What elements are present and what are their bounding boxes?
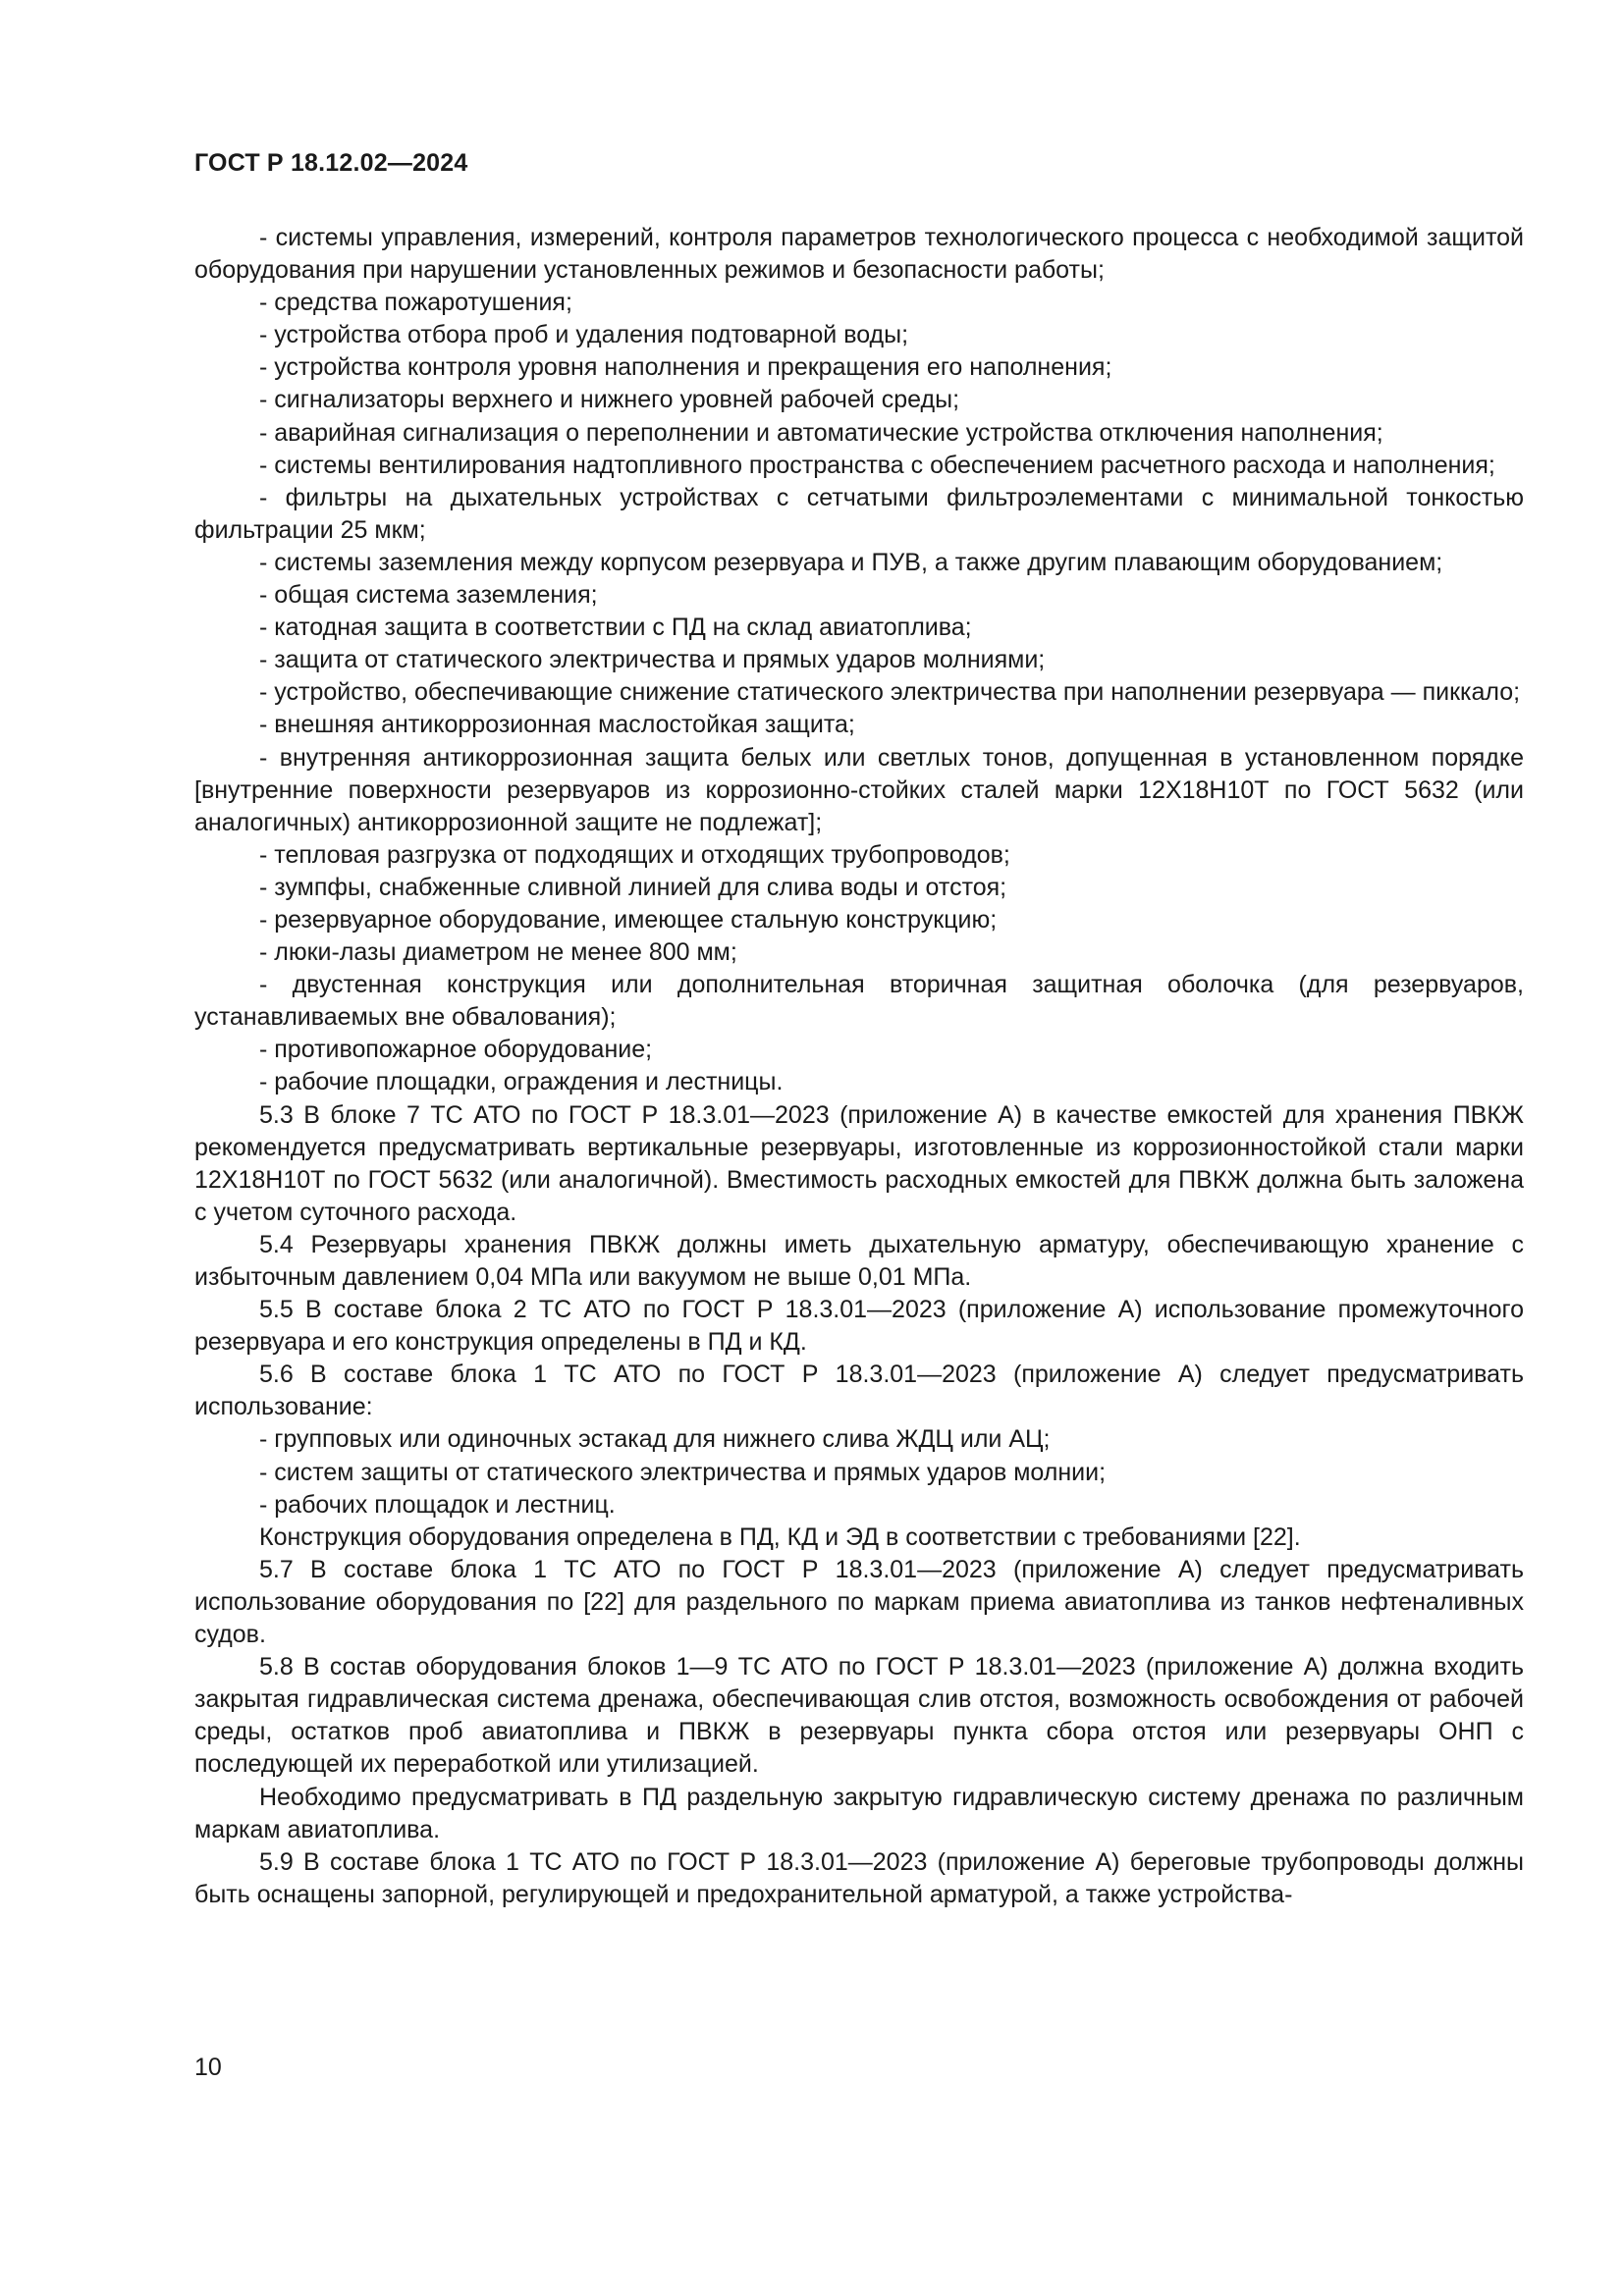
paragraph: - тепловая разгрузка от подходящих и отходящих трубопроводов;	[259, 840, 1010, 869]
paragraph: - резервуарное оборудование, имеющее стальную конструкцию;	[259, 905, 998, 934]
paragraph: - средства пожаротушения;	[259, 289, 572, 317]
paragraph: - двустенная конструкция или дополнительная вторичная защитная оболочка (для резервуаров, устанавливаемых вне обвалования);	[194, 971, 1524, 1032]
paragraph: 5.6 В составе блока 1 ТС АТО по ГОСТ Р 18.3.01—2023 (приложение А) следует предусматривать использование:	[194, 1361, 1524, 1421]
paragraph: - системы вентилирования надтопливного пространства с обеспечением расчетного расхода и наполнения;	[259, 451, 1495, 479]
paragraph: - рабочих площадок и лестниц.	[259, 1490, 616, 1519]
paragraph: - фильтры на дыхательных устройствах с сетчатыми фильтроэлементами с минимальной тонкостью фильтрации 25 мкм;	[194, 483, 1524, 544]
paragraph: 5.9 В составе блока 1 ТС АТО по ГОСТ Р 18.3.01—2023 (приложение А) береговые трубопроводы должны быть оснащены запорной, регулирующей и предохранительной арматурой, а также устройства-	[194, 1847, 1524, 1908]
paragraph: - общая система заземления;	[259, 581, 598, 610]
paragraph: - системы заземления между корпусом резервуара и ПУВ, а также другим плавающим оборудованием;	[259, 548, 1443, 576]
paragraph: 5.3 В блоке 7 ТС АТО по ГОСТ Р 18.3.01—2023 (приложение А) в качестве емкостей для хранения ПВКЖ рекомендуется предусматривать вертикальные резервуары, изготовленные из коррозионностойкой стали марки 12Х18Н10Т по ГОСТ 5632 (или аналогичной). Вместимость расходных емкостей для ПВКЖ должна быть заложена с учетом суточного расхода.	[194, 1100, 1524, 1226]
page-number: 10	[194, 2054, 222, 2081]
paragraph: - защита от статического электричества и прямых ударов молниями;	[259, 646, 1046, 674]
paragraph: 5.5 В составе блока 2 ТС АТО по ГОСТ Р 18.3.01—2023 (приложение А) использование промежуточного резервуара и его конструкция определены в ПД и КД.	[194, 1296, 1524, 1357]
paragraph: - аварийная сигнализация о переполнении и автоматические устройства отключения наполнения;	[259, 418, 1383, 447]
paragraph: - устройства контроля уровня наполнения и прекращения его наполнения;	[259, 353, 1112, 382]
paragraph: - внутренняя антикоррозионная защита белых или светлых тонов, допущенная в установленном порядке [внутренние поверхности резервуаров из коррозионно-стойких сталей марки 12Х18Н10Т по ГОСТ 5632 (или аналогичных) антикоррозионной защите не подлежат];	[194, 743, 1524, 836]
paragraph: - рабочие площадки, ограждения и лестницы.	[259, 1068, 784, 1096]
paragraph: - систем защиты от статического электричества и прямых ударов молнии;	[259, 1458, 1107, 1486]
document-body	[194, 222, 1524, 1911]
paragraph: - устройства отбора проб и удаления подтоварной воды;	[259, 321, 909, 349]
paragraph: - устройство, обеспечивающие снижение статического электричества при наполнении резервуара — пиккало;	[259, 678, 1521, 707]
paragraph: - противопожарное оборудование;	[259, 1036, 653, 1064]
paragraph: Конструкция оборудования определена в ПД, КД и ЭД в соответствии с требованиями [22].	[259, 1522, 1301, 1551]
paragraph: Необходимо предусматривать в ПД раздельную закрытую гидравлическую систему дренажа по различным маркам авиатоплива.	[194, 1783, 1524, 1843]
paragraph: 5.8 В состав оборудования блоков 1—9 ТС АТО по ГОСТ Р 18.3.01—2023 (приложение А) должна входить закрытая гидравлическая система дренажа, обеспечивающая слив отстоя, возможность освобождения от рабочей среды, остатков проб авиатоплива и ПВКЖ в резервуары пункта сбора отстоя или резервуары ОНП с последующей их переработкой или утилизацией.	[194, 1653, 1524, 1779]
paragraph: - катодная защита в соответствии с ПД на склад авиатоплива;	[259, 614, 972, 642]
paragraph: - сигнализаторы верхнего и нижнего уровней рабочей среды;	[259, 386, 960, 414]
paragraph: - системы управления, измерений, контроля параметров технологического процесса с необходимой защитой оборудования при нарушении установленных режимов и безопасности работы;	[194, 224, 1524, 285]
paragraph: - люки-лазы диаметром не менее 800 мм;	[259, 938, 737, 967]
standard-header: ГОСТ Р 18.12.02—2024	[194, 149, 468, 177]
paragraph: 5.7 В составе блока 1 ТС АТО по ГОСТ Р 18.3.01—2023 (приложение А) следует предусматривать использование оборудования по [22] для раздельного по маркам приема авиатоплива из танков нефтеналивных судов.	[194, 1555, 1524, 1649]
paragraph: 5.4 Резервуары хранения ПВКЖ должны иметь дыхательную арматуру, обеспечивающую хранение с избыточным давлением 0,04 МПа или вакуумом не выше 0,01 МПа.	[194, 1230, 1524, 1291]
paragraph: - внешняя антикоррозионная маслостойкая защита;	[259, 711, 855, 739]
paragraph: - зумпфы, снабженные сливной линией для слива воды и отстоя;	[259, 873, 1007, 901]
paragraph: - групповых или одиночных эстакад для нижнего слива ЖДЦ или АЦ;	[259, 1425, 1051, 1454]
